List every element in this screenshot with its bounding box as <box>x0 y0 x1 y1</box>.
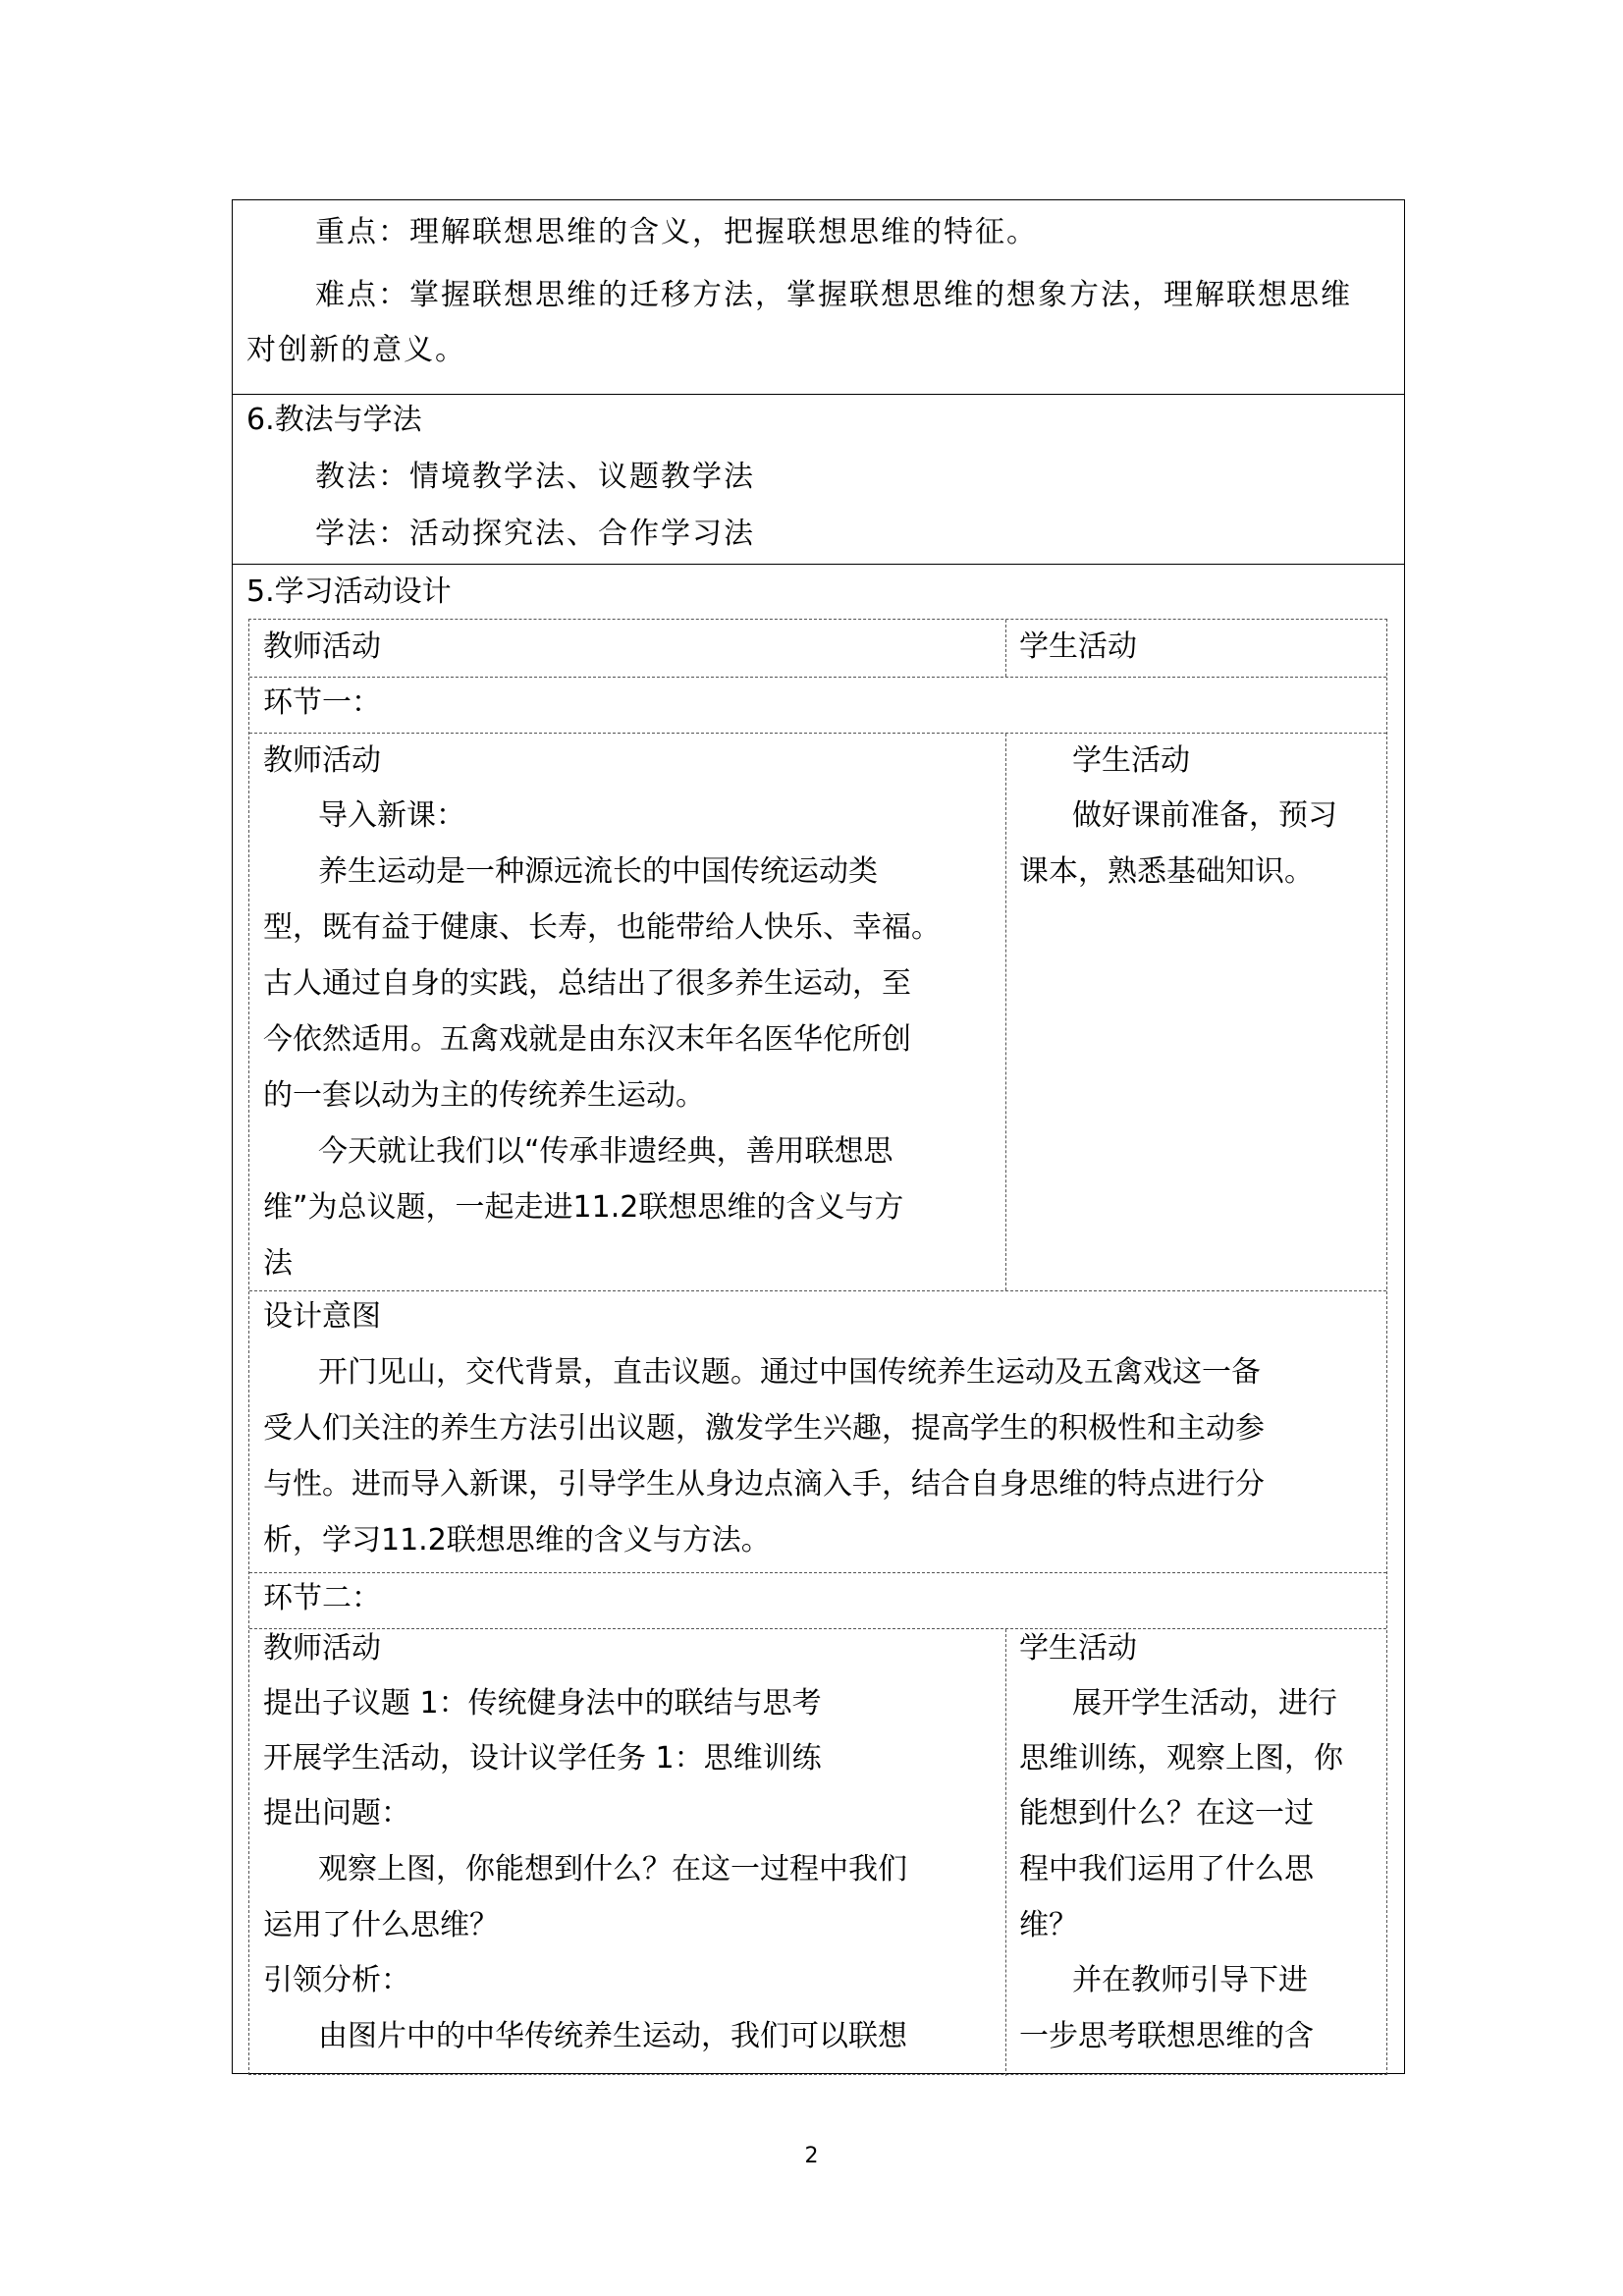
stage2-title: 环节二： <box>263 1581 381 1615</box>
section-divider <box>233 394 1404 395</box>
stage2-teacher-line: 开展学生活动，设计议学任务 1：思维训练 <box>263 1741 822 1776</box>
stage1-teacher-line: 型，既有益于健康、长寿，也能带给人快乐、幸福。 <box>263 910 941 945</box>
stage2-student-line: 一步思考联想思维的含 <box>1019 2019 1314 2053</box>
col-teacher-header: 教师活动 <box>263 629 381 664</box>
stage1-teacher-line: 今依然适用。五禽戏就是由东汉末年名医华佗所创 <box>263 1022 911 1057</box>
activity-design-table <box>248 619 1387 2075</box>
stage1-teacher-line: 今天就让我们以“传承非遗经典，善用联想思 <box>318 1134 893 1169</box>
stage2-teacher-line: 由图片中的中华传统养生运动，我们可以联想 <box>318 2019 907 2053</box>
stage1-design-line: 析，学习11.2联想思维的含义与方法。 <box>263 1523 771 1558</box>
stage1-student-line: 做好课前准备，预习 <box>1072 798 1337 833</box>
difficulty-text-line1: 难点：掌握联想思维的迁移方法，掌握联想思维的想象方法，理解联想思维 <box>315 278 1352 312</box>
stage2-student-line: 维？ <box>1019 1908 1078 1942</box>
stage1-teacher-line: 古人通过自身的实践，总结出了很多养生运动，至 <box>263 966 911 1001</box>
lesson-plan-table <box>232 199 1405 2074</box>
teaching-methods-text: 教法：情境教学法、议题教学法 <box>315 460 755 494</box>
stage1-student-label: 学生活动 <box>1072 743 1190 778</box>
activity-header-row <box>249 620 1386 677</box>
stage1-teacher-line: 的一套以动为主的传统养生运动。 <box>263 1078 705 1113</box>
stage2-student-line: 思维训练，观察上图，你 <box>1019 1741 1343 1776</box>
stage2-teacher-label: 教师活动 <box>263 1631 381 1666</box>
stage1-design-row <box>249 1290 1386 1572</box>
learning-methods-text: 学法：活动探究法、合作学习法 <box>315 517 755 551</box>
stage2-teacher-line: 引领分析： <box>263 1963 410 1997</box>
column-divider <box>1005 1629 1006 2076</box>
page-number: 2 <box>804 2144 819 2168</box>
stage1-teacher-line: 导入新课： <box>318 798 465 833</box>
stage2-teacher-line: 提出子议题 1：传统健身法中的联结与思考 <box>263 1686 822 1721</box>
key-point-text: 重点：理解联想思维的含义，把握联想思维的特征。 <box>315 215 1038 249</box>
stage1-design-line: 与性。进而导入新课，引导学生从身边点滴入手，结合自身思维的特点进行分 <box>263 1467 1265 1502</box>
stage1-design-line: 受人们关注的养生方法引出议题，激发学生兴趣，提高学生的积极性和主动参 <box>263 1411 1265 1446</box>
activities-heading: 5.学习活动设计 <box>246 574 452 609</box>
section-divider <box>233 564 1404 565</box>
stage2-student-label: 学生活动 <box>1019 1631 1137 1666</box>
stage1-student-line: 课本，熟悉基础知识。 <box>1019 854 1314 889</box>
stage1-design-line: 开门见山，交代背景，直击议题。通过中国传统养生运动及五禽戏这一备 <box>318 1355 1261 1390</box>
stage1-title-row <box>249 677 1386 733</box>
stage2-activity-row <box>249 1628 1386 2076</box>
stage2-student-line: 并在教师引导下进 <box>1072 1963 1308 1997</box>
stage2-student-line: 能想到什么？在这一过 <box>1019 1796 1314 1831</box>
column-divider <box>1005 620 1006 677</box>
stage2-student-line: 展开学生活动，进行 <box>1072 1686 1337 1721</box>
column-divider <box>1005 734 1006 1290</box>
stage2-teacher-line: 观察上图，你能想到什么？在这一过程中我们 <box>318 1852 907 1886</box>
stage1-design-label: 设计意图 <box>263 1299 381 1334</box>
stage1-activity-row <box>249 733 1386 1290</box>
stage1-teacher-line: 养生运动是一种源远流长的中国传统运动类 <box>318 854 878 889</box>
stage2-student-line: 程中我们运用了什么思 <box>1019 1852 1314 1886</box>
col-student-header: 学生活动 <box>1019 629 1137 664</box>
difficulty-text-line2: 对创新的意义。 <box>246 333 466 367</box>
stage2-teacher-line: 运用了什么思维？ <box>263 1908 499 1942</box>
stage1-title: 环节一： <box>263 685 381 720</box>
stage1-teacher-line: 维”为总议题，一起走进11.2联想思维的含义与方 <box>263 1190 904 1225</box>
stage1-teacher-line: 法 <box>263 1246 293 1281</box>
stage1-teacher-label: 教师活动 <box>263 743 381 778</box>
stage2-title-row <box>249 1572 1386 1628</box>
stage2-teacher-line: 提出问题： <box>263 1796 410 1831</box>
methods-heading: 6.教法与学法 <box>246 403 422 437</box>
